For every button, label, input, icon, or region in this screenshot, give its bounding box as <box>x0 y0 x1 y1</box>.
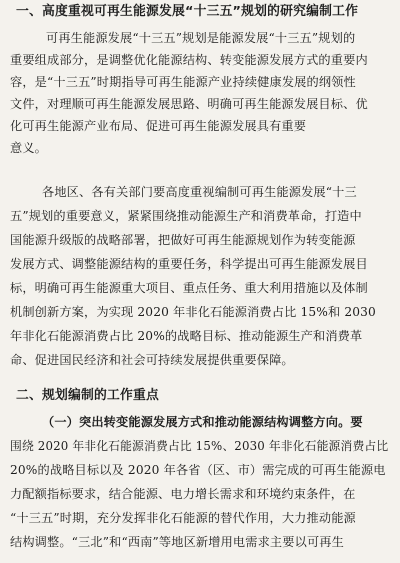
paragraph-1-line-4: 文件，对理顺可再生能源发展思路、明确可再生能源发展目标、优 <box>10 97 368 111</box>
paragraph-3-line-6: 结构调整。“三北”和“西南”等地区新增用电需求主要以可再生 <box>10 535 344 549</box>
paragraph-2-line-7: 年非化石能源消费占比 20%的战略目标、推动能源生产和消费革 <box>10 329 363 343</box>
paragraph-3-line-4: 力配额指标要求，结合能源、电力增长需求和环境约束条件，在 <box>10 487 356 501</box>
section-heading-1: 一、高度重视可再生能源发展“十三五”规划的研究编制工作 <box>16 4 359 19</box>
paragraph-2-line-8: 命、促进国民经济和社会可持续发展提供重要保障。 <box>10 353 294 367</box>
paragraph-2-line-4: 发展方式、调整能源结构的重要任务，科学提出可再生能源发展目 <box>10 257 368 271</box>
paragraph-2-line-2: 五”规划的重要意义，紧紧围绕推动能源生产和消费革命，打造中 <box>10 209 362 223</box>
paragraph-1-line-1: 可再生能源发展“十三五”规划是能源发展“十三五”规划的 <box>46 31 356 45</box>
paragraph-3-line-1: （一）突出转变能源发展方式和推动能源结构调整方向。要 <box>42 415 363 429</box>
paragraph-2-line-1: 各地区、各有关部门要高度重视编制可再生能源发展“十三 <box>42 185 357 199</box>
paragraph-3-line-2: 围绕 2020 年非化石能源消费占比 15%、2030 年非化石能源消费占比 <box>10 439 389 453</box>
paragraph-1-line-3: 容，是“十三五”时期指导可再生能源产业持续健康发展的纲领性 <box>10 75 356 89</box>
section-heading-2: 二、规划编制的工作重点 <box>16 388 159 403</box>
paragraph-3-line-5: “十三五”时期，充分发挥非化石能源的替代作用，大力推动能源 <box>10 511 356 525</box>
paragraph-2-line-6: 机制创新方案，为实现 2020 年非化石能源消费占比 15%和 2030 <box>10 305 376 319</box>
paragraph-3-line-3: 20%的战略目标以及 2020 年各省（区、市）需完成的可再生能源电 <box>10 463 386 477</box>
paragraph-1-line-2: 重要组成部分，是调整优化能源结构、转变能源发展方式的重要内 <box>10 53 368 67</box>
paragraph-1-line-6: 意义。 <box>10 141 48 155</box>
paragraph-2-line-3: 国能源升级版的战略部署，把做好可再生能源规划作为转变能源 <box>10 233 356 247</box>
paragraph-2-line-5: 标，明确可再生能源重大项目、重点任务、重大利用措施以及体制 <box>10 281 368 295</box>
paragraph-1-line-5: 化可再生能源产业布局、促进可再生能源发展具有重要 <box>10 119 307 133</box>
